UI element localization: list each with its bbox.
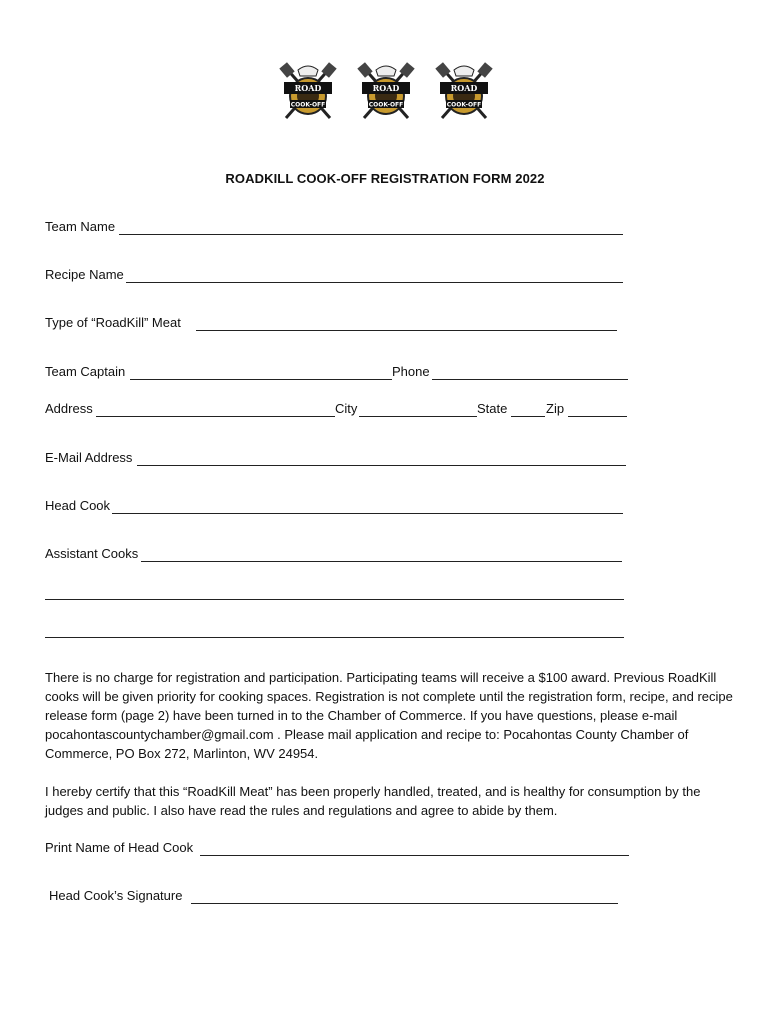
print-name-label: Print Name of Head Cook <box>45 840 194 855</box>
assistant-cooks-field[interactable] <box>45 545 625 563</box>
roadkill-logo-2 <box>354 60 418 124</box>
captain-phone-row <box>45 363 630 381</box>
print-name-line[interactable] <box>200 855 629 856</box>
assistant-cooks-line-3[interactable] <box>45 637 624 638</box>
form-title: ROADKILL COOK-OFF REGISTRATION FORM 2022 <box>225 171 545 186</box>
roadkill-logo-1 <box>276 60 340 124</box>
zip-label: Zip <box>546 401 565 416</box>
meat-type-label: Type of “RoadKill” Meat <box>45 315 181 330</box>
registration-info-paragraph: There is no charge for registration and participation. Participating teams will receive a $100 award. Previous RoadKill cooks will be given priority for cooking spaces. Registration is not complete until the registration form, recipe, and recipe release form (page 2) have been turned in to the Chamber of Commerce. If you have questions, please e-mail pocahontascountychamber@gmail.com . Please mail application and recipe to: Pocahontas County Chamber of Commerce, PO Box 272, Marlinton, WV 24954. <box>45 670 733 761</box>
recipe-name-line[interactable] <box>126 282 623 283</box>
svg-text:COOK-OFF: COOK-OFF <box>290 101 326 109</box>
assistant-cooks-label: Assistant Cooks <box>45 546 139 561</box>
roadkill-logo-3 <box>432 60 496 124</box>
recipe-name-label: Recipe Name <box>45 267 124 282</box>
team-name-field[interactable] <box>45 218 625 236</box>
address-row <box>45 400 630 418</box>
email-label: E-Mail Address <box>45 450 133 465</box>
city-line[interactable] <box>359 416 477 417</box>
team-name-label: Team Name <box>45 219 116 234</box>
email-line[interactable] <box>137 465 626 466</box>
logo-2-text: ROAD <box>372 83 400 93</box>
phone-line[interactable] <box>432 379 628 380</box>
assistant-cooks-line[interactable] <box>141 561 622 562</box>
address-label: Address <box>45 401 93 416</box>
svg-text:COOK-OFF: COOK-OFF <box>368 101 404 109</box>
city-label: City <box>335 401 358 416</box>
meat-type-line[interactable] <box>196 330 617 331</box>
head-cook-field[interactable] <box>45 497 625 515</box>
address-line[interactable] <box>96 416 335 417</box>
zip-line[interactable] <box>568 416 627 417</box>
state-line[interactable] <box>511 416 545 417</box>
recipe-name-field[interactable] <box>45 266 625 284</box>
svg-text:COOK-OFF: COOK-OFF <box>446 101 482 109</box>
signature-line[interactable] <box>191 903 618 904</box>
phone-label: Phone <box>392 364 430 379</box>
email-field[interactable] <box>45 449 630 467</box>
logo-1-text: ROAD <box>294 83 322 93</box>
assistant-cooks-line-2[interactable] <box>45 599 624 600</box>
print-name-field[interactable] <box>45 839 635 857</box>
logo-row <box>276 60 496 126</box>
team-name-line[interactable] <box>119 234 623 235</box>
team-captain-line[interactable] <box>130 379 392 380</box>
team-captain-label: Team Captain <box>45 364 126 379</box>
meat-type-field[interactable] <box>45 314 625 332</box>
logo-3-text: ROAD <box>450 83 478 93</box>
certification-paragraph: I hereby certify that this “RoadKill Meat” has been properly handled, treated, and is healthy for consumption by the judges and public. I also have read the rules and regulations and agree to abide by them. <box>45 784 701 818</box>
state-label: State <box>477 401 508 416</box>
head-cook-label: Head Cook <box>45 498 111 513</box>
signature-field[interactable] <box>49 887 624 905</box>
head-cook-line[interactable] <box>112 513 623 514</box>
signature-label: Head Cook’s Signature <box>49 888 183 903</box>
